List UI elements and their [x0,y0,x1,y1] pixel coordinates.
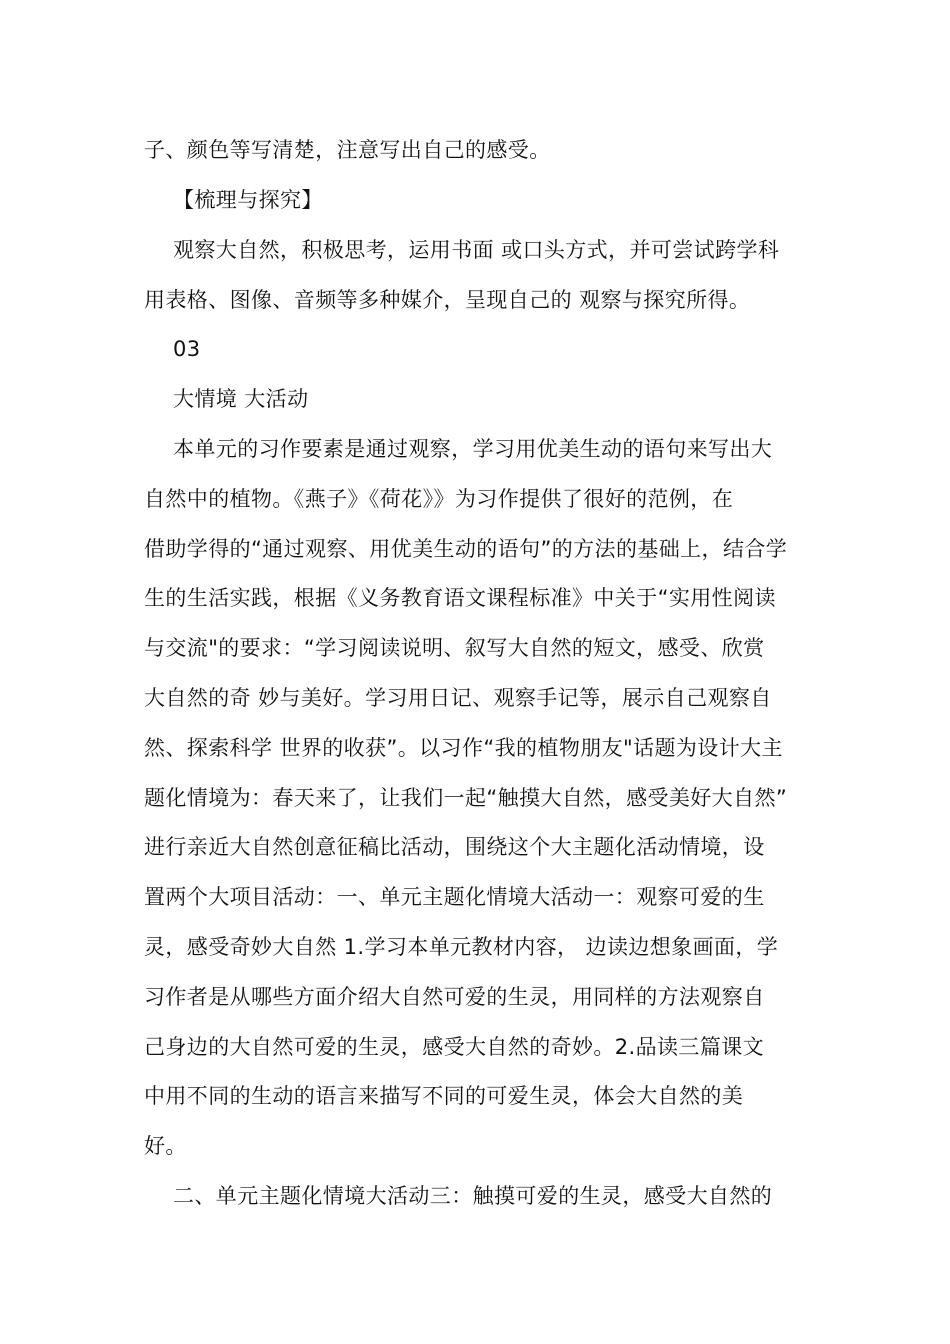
text-line: 好。 [144,1134,187,1158]
text-line: 借助学得的“通过观察、用优美生动的语句”的方法的基础上，结合学 [144,537,788,561]
paragraph-line: 本单元的习作要素是通过观察，学习用优美生动的语句来写出大 [173,437,773,461]
text-line: 大自然的奇 妙与美好。学习用日记、观察手记等，展示自己观察自 [144,686,772,710]
text-line: 然、探索科学 世界的收获”。以习作“我的植物朋友"话题为设计大主 [144,736,783,760]
section-number: 03 [173,337,201,361]
text-line: 与交流"的要求：“学习阅读说明、叙写大自然的短文，感受、欣赏 [144,636,765,660]
text-line: 中用不同的生动的语言来描写不同的可爱生灵，体会大自然的美 [144,1084,744,1108]
text-line: 置两个大项目活动：一、单元主题化情境大活动一：观察可爱的生 [144,885,765,909]
paragraph-line: 观察大自然，积极思考，运用书面 或口头方式，并可尝试跨学科 [173,238,780,262]
text-line: 自然中的植物。《燕子》《荷花》》为习作提供了很好的范例，在 [144,487,734,511]
text-line: 进行亲近大自然创意征稿比活动，围绕这个大主题化活动情境，设 [144,835,765,859]
paragraph-line: 二、单元主题化情境大活动三：触摸可爱的生灵，感受大自然的 [173,1184,773,1208]
text-line: 题化情境为：春天来了，让我们一起“触摸大自然，感受美好大自然” [144,786,788,810]
text-line: 生的生活实践，根据《义务教育语文课程标准》中关于“实用性阅读 [144,586,776,610]
text-line: 子、颜色等写清楚，注意写出自己的感受。 [144,138,551,162]
text-line: 用表格、图像、音频等多种媒介，呈现自己的 观察与探究所得。 [144,288,751,312]
text-line: 灵，感受奇妙大自然 1.学习本单元教材内容， 边读边想象画面，学 [144,935,779,959]
section-heading: 【梳理与探究】 [173,188,323,212]
text-line: 习作者是从哪些方面介绍大自然可爱的生灵，用同样的方法观察自 [144,985,765,1009]
section-title: 大情境 大活动 [173,387,309,411]
text-line: 己身边的大自然可爱的生灵，感受大自然的奇妙。2.品读三篇课文 [144,1035,765,1059]
